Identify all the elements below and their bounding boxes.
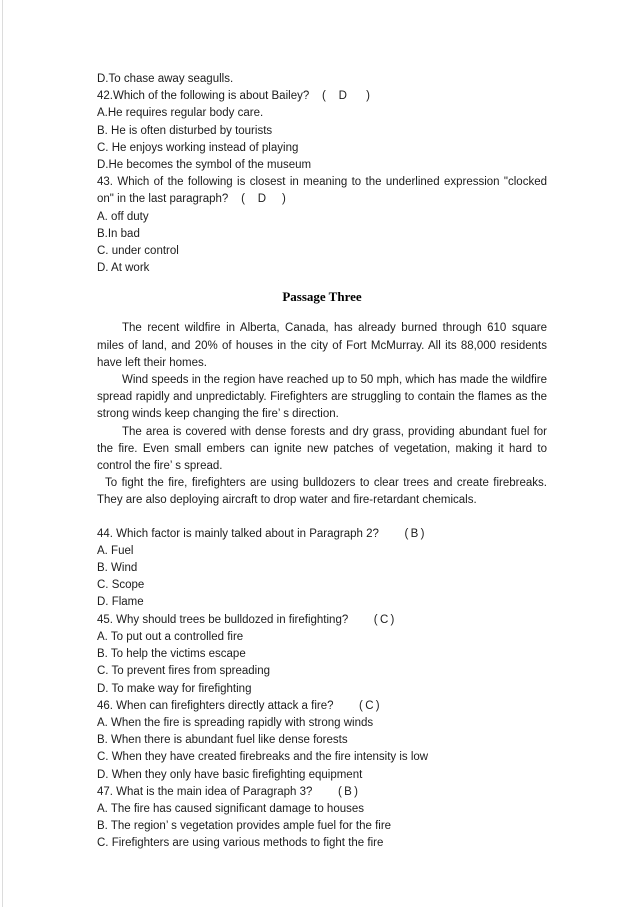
section-gap <box>97 510 547 526</box>
question-47-option-b: B. The region’ s vegetation provides ample fuel for the fire <box>97 820 392 833</box>
question-45-option-b: B. To help the victims escape <box>97 648 246 661</box>
question-42-option-b: B. He is often disturbed by tourists <box>97 124 273 137</box>
question-45-stem: 45. Why should trees be bulldozed in firefighting? <box>97 613 349 626</box>
question-46-stem-line <box>97 698 547 715</box>
question-46-option-c: C. When they have created firebreaks and the fire intensity is low <box>97 751 429 764</box>
question-41-option-d: D.To chase away seagulls. <box>97 73 234 85</box>
question-44-option-a: A. Fuel <box>97 544 134 557</box>
question-44-option-b: B. Wind <box>97 562 138 575</box>
question-44-stem-line <box>97 526 547 543</box>
question-45-stem-line <box>97 612 547 629</box>
passage-title: Passage Three <box>282 289 362 305</box>
question-42-answer-mark: ( D ) <box>309 90 370 103</box>
question-46-option-a: A. When the fire is spreading rapidly with strong winds <box>97 716 374 729</box>
question-46-option-b: B. When there is abundant fuel like dense forests <box>97 734 348 747</box>
question-47-answer-mark: ( B ) <box>312 785 358 798</box>
question-42-option-d: D.He becomes the symbol of the museum <box>97 159 312 172</box>
question-43-option-d: D. At work <box>97 262 150 275</box>
question-46-answer-mark: ( C ) <box>333 699 380 712</box>
passage-paragraph-2: Wind speeds in the region have reached up to 50 mph, which has made the wildfire spread rapidly and unpredictably. Firefighters are struggling to contain the flames as the strong winds keep changing the fire’ s direction. <box>97 374 547 421</box>
question-43-stem: 43. Which of the following is closest in meaning to the underlined expression "clocked on" in the last paragraph? <box>97 176 551 206</box>
question-43-option-b: B.In bad <box>97 227 140 240</box>
question-44-answer-mark: ( B ) <box>378 527 425 540</box>
question-43-option-c: C. under control <box>97 245 179 258</box>
question-45-answer-mark: ( C ) <box>348 613 395 626</box>
question-43-stem-line <box>97 174 551 208</box>
question-44-option-d: D. Flame <box>97 596 144 609</box>
question-47-stem-line <box>97 784 547 801</box>
question-46-stem: 46. When can firefighters directly attack a fire? <box>97 699 334 712</box>
question-42-option-c: C. He enjoys working instead of playing <box>97 141 299 154</box>
question-42-option-a: A.He requires regular body care. <box>97 107 264 120</box>
question-44-option-c: C. Scope <box>97 579 145 592</box>
question-42-stem: 42.Which of the following is about Bailey? <box>97 90 310 103</box>
page-left-edge <box>2 0 3 907</box>
page-content <box>97 71 551 853</box>
question-43-answer-mark: ( D ) <box>228 193 286 206</box>
question-47-option-a: A. The fire has caused significant damage to houses <box>97 802 365 815</box>
question-45-option-c: C. To prevent fires from spreading <box>97 665 271 678</box>
passage-paragraph-4: To fight the fire, firefighters are using bulldozers to clear trees and create firebreaks. They are also deploying aircraft to drop water and fire-retardant chemicals. <box>97 477 547 507</box>
passage-paragraph-1: The recent wildfire in Alberta, Canada, has already burned through 610 square miles of land, and 20% of houses in the city of Fort McMurray. All its 88,000 residents have left their homes. <box>97 322 547 369</box>
passage-paragraph-3: The area is covered with dense forests and dry grass, providing abundant fuel for the fire. Even small embers can ignite new patches of vegetation, making it hard to control the fire’ s spread. <box>97 425 547 473</box>
question-47-option-c: C. Firefighters are using various methods to fight the fire <box>97 837 384 850</box>
question-44-stem: 44. Which factor is mainly talked about in Paragraph 2? <box>97 527 379 540</box>
question-43-option-a: A. off duty <box>97 210 149 223</box>
question-45-option-d: D. To make way for firefighting <box>97 682 252 695</box>
question-47-stem: 47. What is the main idea of Paragraph 3? <box>97 785 313 798</box>
question-42-stem-line <box>97 88 547 105</box>
question-45-option-a: A. To put out a controlled fire <box>97 630 244 643</box>
question-46-option-d: D. When they only have basic firefighting equipment <box>97 768 363 781</box>
